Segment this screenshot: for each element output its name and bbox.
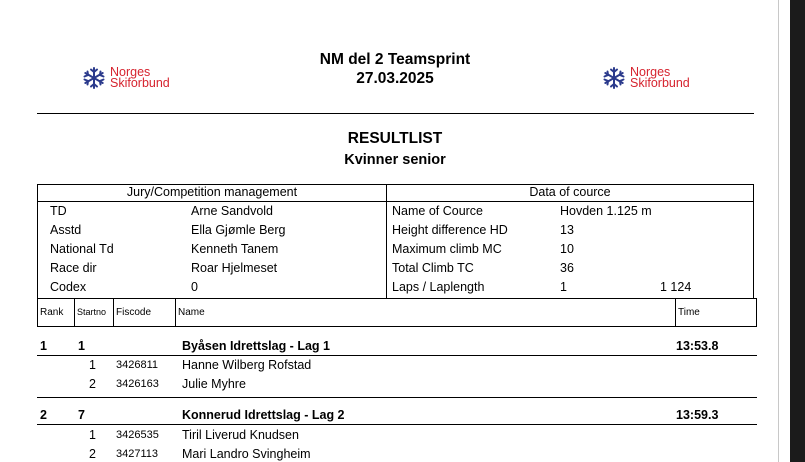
info-box-left — [37, 184, 38, 298]
col-divider — [756, 298, 757, 327]
col-divider — [74, 298, 75, 327]
course-label: Maximum climb MC — [392, 242, 502, 256]
member-name: Julie Myhre — [182, 377, 246, 391]
team-startno: 1 — [78, 339, 85, 353]
member-leg: 2 — [89, 447, 96, 461]
jury-label: Race dir — [50, 261, 97, 275]
course-heading: Data of cource — [529, 185, 611, 199]
course-extra: 1 124 — [660, 280, 692, 294]
jury-label: National Td — [50, 242, 114, 256]
member-fiscode: 3427113 — [116, 448, 159, 460]
col-divider — [113, 298, 114, 327]
col-name: Name — [178, 307, 205, 318]
results-head-bottom — [37, 326, 757, 327]
member-leg: 2 — [89, 377, 96, 391]
jury-value: Ella Gjømle Berg — [191, 223, 286, 237]
member-name: Mari Landro Svingheim — [182, 447, 311, 461]
jury-label: Asstd — [50, 223, 82, 237]
team-name: Byåsen Idrettslag - Lag 1 — [182, 339, 330, 353]
course-value: 13 — [560, 223, 574, 237]
info-box-middle — [386, 184, 387, 298]
course-value: 10 — [560, 242, 574, 256]
team-rank: 1 — [40, 339, 47, 353]
col-divider — [37, 298, 38, 327]
col-fiscode: Fiscode — [116, 307, 152, 318]
results-head-top — [37, 298, 757, 299]
member-leg: 1 — [89, 428, 96, 442]
logo-line2: Skiforbund — [110, 76, 170, 90]
team-time: 13:53.8 — [676, 339, 719, 353]
member-fiscode: 3426811 — [116, 359, 159, 371]
course-label: Name of Cource — [392, 204, 484, 218]
info-box-right — [753, 184, 754, 298]
col-startno: Startno — [77, 307, 107, 317]
member-fiscode: 3426163 — [116, 378, 159, 390]
course-value: 36 — [560, 261, 574, 275]
jury-label: TD — [50, 204, 67, 218]
member-fiscode: 3426535 — [116, 429, 159, 441]
jury-value: Roar Hjelmeset — [191, 261, 278, 275]
team-divider — [37, 424, 757, 425]
info-box-head-line — [37, 201, 754, 202]
jury-value: Kenneth Tanem — [191, 242, 279, 256]
col-time: Time — [678, 307, 700, 318]
report-category: Kvinner senior — [344, 152, 446, 168]
col-rank: Rank — [40, 307, 64, 318]
logo-line2: Skiforbund — [630, 76, 690, 90]
logo-line1: Norges — [110, 64, 151, 79]
course-label: Height difference HD — [392, 223, 508, 237]
member-name: Tiril Liverud Knudsen — [182, 428, 299, 442]
col-divider — [175, 298, 176, 327]
jury-heading: Jury/Competition management — [126, 185, 298, 199]
course-label: Total Climb TC — [392, 261, 474, 275]
col-divider — [675, 298, 676, 327]
course-value: Hovden 1.125 m — [560, 204, 652, 218]
logo-line1: Norges — [630, 64, 671, 79]
jury-value: 0 — [191, 280, 198, 294]
member-leg: 1 — [89, 358, 96, 372]
team-rank: 2 — [40, 408, 47, 422]
team-name: Konnerud Idrettslag - Lag 2 — [182, 408, 345, 422]
team-time: 13:59.3 — [676, 408, 719, 422]
event-date: 27.03.2025 — [356, 70, 434, 87]
course-value: 1 — [560, 280, 567, 294]
team-startno: 7 — [78, 408, 85, 422]
team-separator — [37, 397, 757, 398]
header-divider — [37, 113, 754, 114]
jury-label: Codex — [50, 280, 87, 294]
scrollbar[interactable] — [790, 0, 805, 462]
event-title: NM del 2 Teamsprint — [319, 51, 471, 68]
team-divider — [37, 355, 757, 356]
member-name: Hanne Wilberg Rofstad — [182, 358, 312, 372]
jury-value: Arne Sandvold — [191, 204, 274, 218]
course-label: Laps / Laplength — [392, 280, 485, 294]
report-title: RESULTLIST — [347, 130, 443, 147]
